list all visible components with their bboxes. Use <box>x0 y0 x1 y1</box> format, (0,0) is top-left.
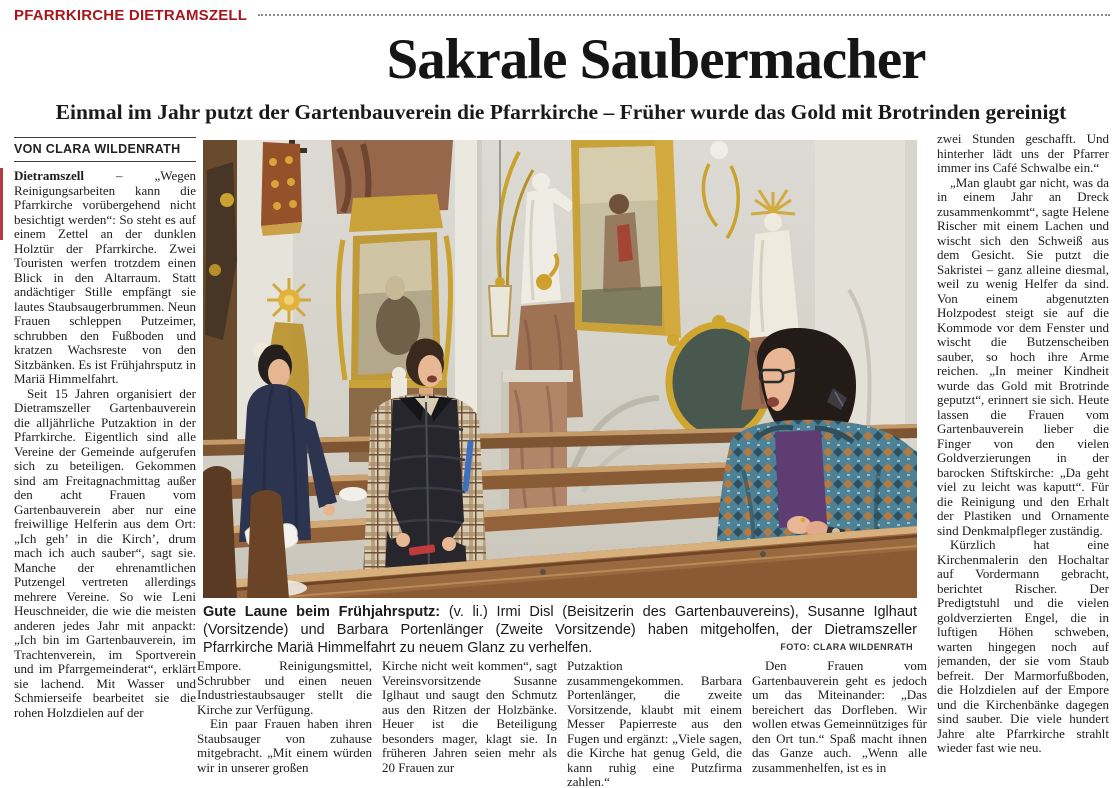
paragraph <box>14 169 196 387</box>
paragraph: Ein paar Frauen haben ihren Staubsauger von zuhause mitgebracht. „Mit einem würden wir in unserer großen <box>197 716 372 775</box>
article-left-column <box>14 169 196 788</box>
church-interior-photo <box>203 140 917 598</box>
page-edge-mark <box>0 168 3 240</box>
paragraph: zwei Stunden geschafft. Und hinterher lädt uns der Pfarrer immer ins Café Schwalbe ein.“ <box>937 132 1109 175</box>
kicker-dotted-rule <box>258 14 1110 16</box>
bottom-column-1 <box>197 659 372 788</box>
paragraph: Kirche nicht weit kommen“, sagt Vereinsvorsitzende Susanne Iglhaut und saugt den Schmutz aus den Ritzen der Holzbänke. Heuer ist die Beteiligung besonders mager, klagt sie. In früheren Jahren seien mehr als 20 Frauen zur <box>382 659 557 775</box>
paragraph: Den Frauen vom Gartenbauverein geht es jedoch um das Miteinander: „Das bereichert das Dorfleben. Wir wollen etwas Gemeinnütziges für den Ort tun.“ Spaß macht ihnen das Ganze auch. „Wenn alle zusammenhelfen, ist es in <box>752 659 927 775</box>
article-bottom-columns <box>197 659 927 788</box>
bottom-column-3 <box>567 659 742 788</box>
article-photo <box>203 140 917 598</box>
paragraph: Empore. Reinigungsmittel, Schrubber und einen neuen Industriestaubsauger stellt die Kirche zur Verfügung. <box>197 659 372 717</box>
dateline: Dietramszell <box>14 169 85 183</box>
byline <box>14 137 196 162</box>
paragraph: Kürzlich hat eine Kirchenmalerin den Hochaltar auf Vordermann gebracht, berichtet Rischer. Der Predigtstuhl und die vielen goldverzierten Engel, die in luftigen Höhen schweben, warten hingegen noch auf jemanden, der sie vom Staub befreit. Der Marmorfußboden, die Holzdielen auf der Empore und die Kirchenbänke dagegen sind sauber. Die viele hundert Jahre alte Pfarrkirche strahlt wieder fast wie neu. <box>937 537 1109 755</box>
bottom-column-4 <box>752 659 927 788</box>
paragraph: Putzaktion zusammengekommen. Barbara Portenlänger, die zweite Vorsitzende, klaubt mit einem Messer Papierreste aus den Fugen und ergänzt: „Viele sagen, die Kirche hat genug Geld, die kann ruhig eine Putzfirma zahlen.“ <box>567 659 742 788</box>
kicker: PFARRKIRCHE DIETRAMSZELL <box>14 7 248 24</box>
headline: Sakrale Saubermacher <box>386 28 926 91</box>
caption-text: (v. li.) Irmi Disl (Beisitzerin des Gartenbauvereins), Susanne Iglhaut (Vorsitzende) und Barbara Portenlänger (Zweite Vorsitzende) haben mitgeholfen, der Dietramszeller Pfarrkirche Mariä Himmelfahrt zu neuem Glanz zu verhelfen. <box>203 604 917 656</box>
paragraph-text: – „Wegen Reinigungsarbeiten kann die Pfarrkirche vorübergehend nicht besichtigt werden“: So steht es auf einem Zettel an der dunklen Holztür der Pfarrkirche. Zwei Touristen werfen trotzdem einen Blick in den Altarraum. Statt andächtiger Stille empfängt sie lautes Staubsaugerbrummen. Neun Frauen schleppen Putzeimer, schrubben den Fußboden und kratzen Wachsreste von den Sitzbänken. Es ist Frühjahrsputz in Mariä Himmelfahrt. <box>14 169 196 386</box>
paragraph: Seit 15 Jahren organisiert der Dietramszeller Gartenbauverein die alljährliche Putzaktion in der Pfarrkirche. Eigentlich sind alle Vereine der Gemeinde aufgerufen sich zu beteiligen. Gekommen sind am Freitagnachmittag außer den acht Frauen vom Gartenbauverein aber nur eine freiwillige Helferin aus dem Ort: „Ich geh’ in die Kirch’, drum mach ich auch sauber“, sagt sie. Manche der ehrenamtlichen Putzengel vertreten allerdings mehrere Vereine. So wie Leni Heuschneider, die wie die meisten anderen jedes Jahr mit anpackt: „Ich bin im Gartenbauverein, im Trachtenverein, im Sportverein und im Pfarrgemeinderat“, erklärt sie lachend. Mit Wasser und Schmierseife bearbeitet sie die rohen Holzdielen auf der <box>14 385 196 720</box>
article-right-column <box>937 132 1109 788</box>
paragraph: „Man glaubt gar nicht, was da in einem Jahr an Dreck zusammenkommt“, sagte Helene Rischer mit einem Lachen und wischt sich den Schweiß aus dem Gesicht. Sie putzt die Sakristei – ganz alleine diesmal, weil zu wenig Helfer da sind. Von einem abgenutzten Holzpodest steigt sie auf die Kommode vor dem Fenster und wischt die Butzenscheiben sauber, so hoch ihre Arme reichen. „In meiner Kindheit wurde das Gold mit Brotrinde geputzt“, erinnert sie sich. Heute lassen die Frauen vom Gartenbauverein lieber die Finger von den vielen Goldverzierungen in der barocken Stiftskirche: „Da geht viel zu leicht was kaputt“. Für die Reinigung und den Erhalt der Plastiken und Ornamente sind Denkmalpfleger zuständig. <box>937 174 1109 538</box>
caption-lead: Gute Laune beim Frühjahrsputz: <box>203 604 441 620</box>
byline-author: VON CLARA WILDENRATH <box>14 142 181 156</box>
subheadline: Einmal im Jahr putzt der Gartenbauverein die Pfarrkirche – Früher wurde das Gold mit Brotrinden gereinigt <box>55 100 1067 124</box>
photo-credit: FOTO: CLARA WILDENRATH <box>780 642 913 652</box>
bottom-column-2 <box>382 659 557 788</box>
